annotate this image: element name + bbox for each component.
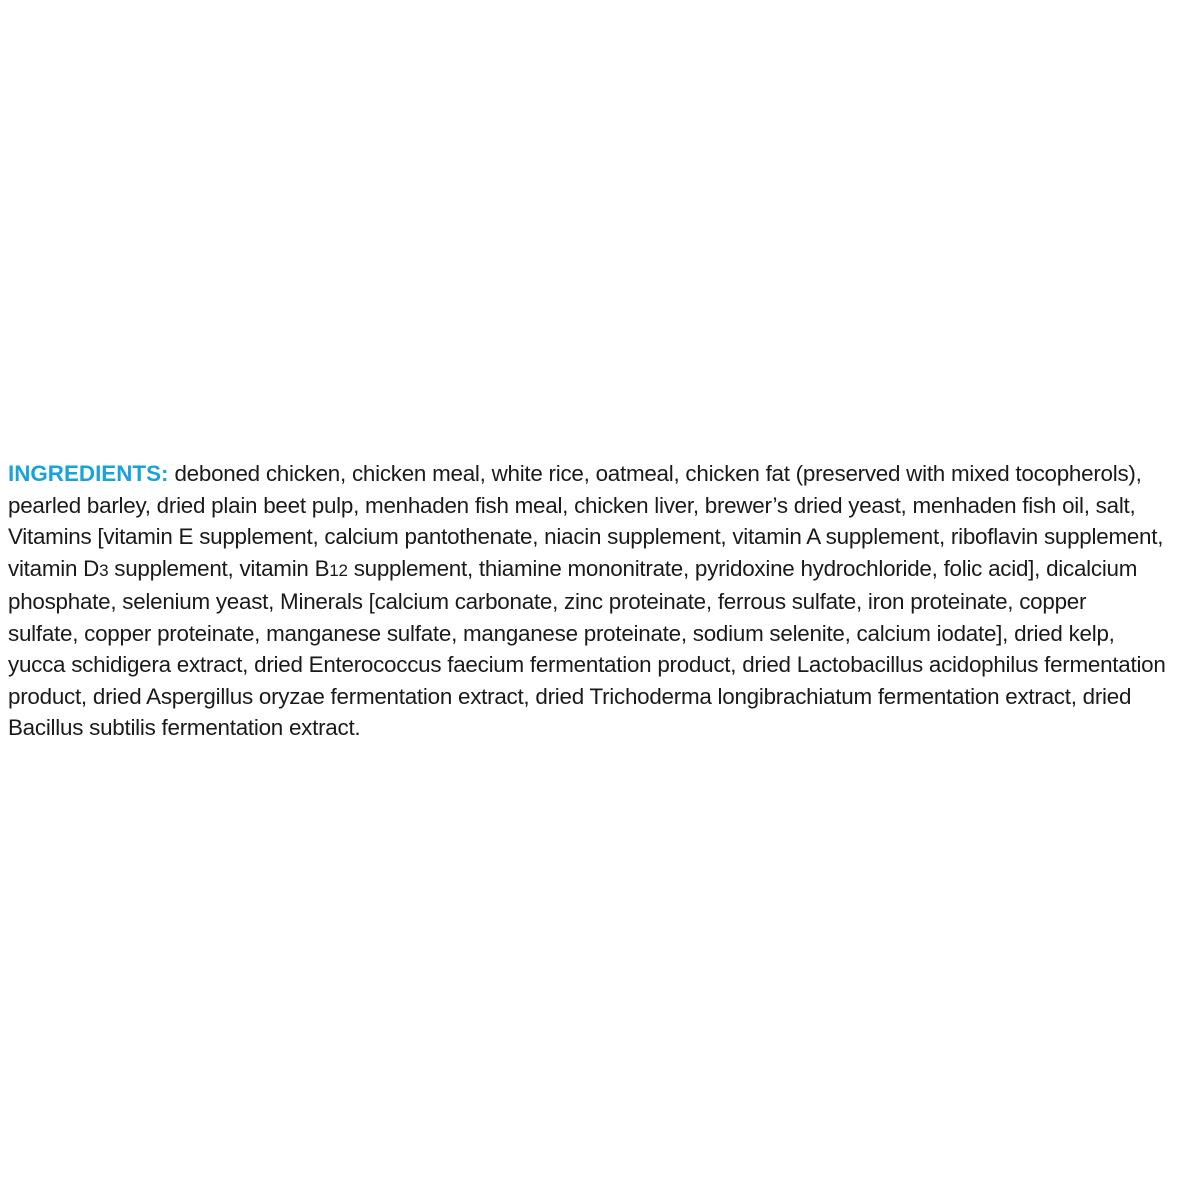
- ingredients-line-6: sulfate, copper proteinate, manganese sulfate, manganese proteinate, sodium selenite, calcium iodate], dried kelp,: [8, 620, 1115, 646]
- ingredients-line-2: pearled barley, dried plain beet pulp, menhaden fish meal, chicken liver, brewer’s dried yeast, menhaden fish oil, salt,: [8, 492, 1136, 518]
- ingredients-text: vitamin D: [8, 555, 100, 581]
- ingredients-heading: INGREDIENTS:: [8, 461, 169, 486]
- ingredients-line-9: Bacillus subtilis fermentation extract.: [8, 715, 361, 740]
- ingredients-line-5: phosphate, selenium yeast, Minerals [calcium carbonate, zinc proteinate, ferrous sulfate, iron proteinate, copper: [8, 589, 1087, 614]
- ingredients-text: supplement, vitamin B: [108, 555, 330, 581]
- ingredients-line-4: [8, 553, 1196, 587]
- ingredients-line-1: [8, 458, 1196, 490]
- ingredients-text: supplement, thiamine mononitrate, pyridoxine hydrochloride, folic acid], dicalcium: [347, 555, 1138, 581]
- ingredients-line-7: yucca schidigera extract, dried Enterococcus faecium fermentation product, dried Lactobacillus acidophilus fermentation: [8, 652, 1166, 677]
- ingredients-text: deboned chicken, chicken meal, white rice, oatmeal, chicken fat (preserved with mixed tocopherols),: [168, 461, 1142, 486]
- subscript-12: 12: [329, 560, 348, 580]
- subscript-3: 3: [99, 560, 109, 580]
- ingredients-line-3: Vitamins [vitamin E supplement, calcium pantothenate, niacin supplement, vitamin A supplement, riboflavin supplement,: [8, 524, 1164, 549]
- ingredients-line-8: product, dried Aspergillus oryzae fermentation extract, dried Trichoderma longibrachiatum fermentation extract, dried: [8, 683, 1132, 709]
- ingredients-panel: [8, 458, 1196, 744]
